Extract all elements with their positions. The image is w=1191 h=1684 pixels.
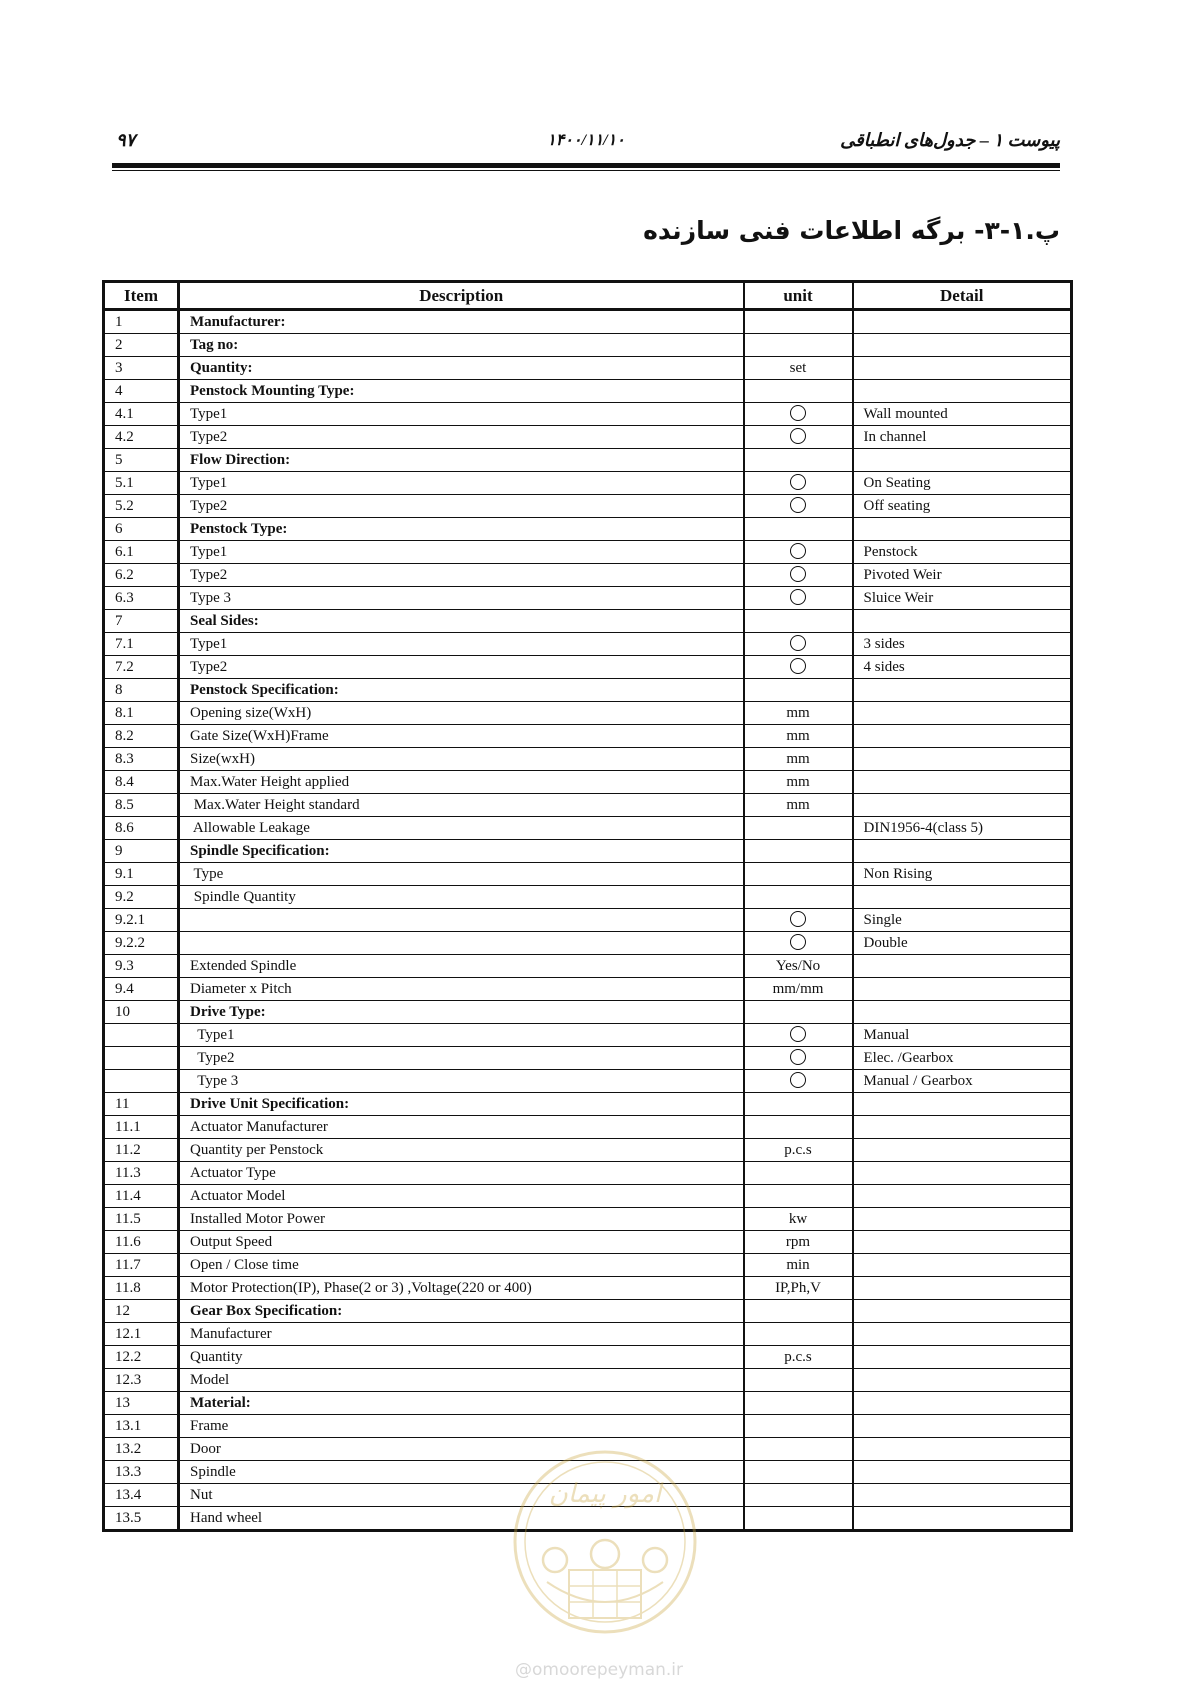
cell-item: 4.1	[104, 403, 179, 426]
cell-detail	[853, 1461, 1072, 1484]
column-header-unit: unit	[744, 282, 853, 310]
cell-description: Diameter x Pitch	[179, 978, 744, 1001]
cell-unit	[744, 1093, 853, 1116]
cell-description: Opening size(WxH)	[179, 702, 744, 725]
cell-description: Type1	[179, 403, 744, 426]
cell-unit	[744, 656, 853, 679]
cell-unit: rpm	[744, 1231, 853, 1254]
table-row	[104, 1392, 1072, 1415]
cell-description: Manufacturer:	[179, 310, 744, 334]
table-row	[104, 725, 1072, 748]
option-circle-icon[interactable]	[790, 635, 806, 651]
option-circle-icon[interactable]	[790, 658, 806, 674]
cell-item: 11.1	[104, 1116, 179, 1139]
cell-item: 5.2	[104, 495, 179, 518]
option-circle-icon[interactable]	[790, 405, 806, 421]
cell-detail	[853, 725, 1072, 748]
watermark-logo-text: امور پیمان	[548, 1479, 662, 1509]
cell-unit	[744, 610, 853, 633]
table-row	[104, 1024, 1072, 1047]
cell-unit	[744, 403, 853, 426]
cell-item: 5.1	[104, 472, 179, 495]
cell-detail: On Seating	[853, 472, 1072, 495]
cell-detail	[853, 380, 1072, 403]
cell-detail: Pivoted Weir	[853, 564, 1072, 587]
cell-item: 11.8	[104, 1277, 179, 1300]
cell-unit: set	[744, 357, 853, 380]
cell-description: Gear Box Specification:	[179, 1300, 744, 1323]
table-row	[104, 1323, 1072, 1346]
table-row	[104, 1461, 1072, 1484]
cell-detail: Single	[853, 909, 1072, 932]
cell-unit	[744, 932, 853, 955]
cell-unit	[744, 587, 853, 610]
cell-item: 6.1	[104, 541, 179, 564]
cell-item: 7.1	[104, 633, 179, 656]
table-row	[104, 932, 1072, 955]
table-row	[104, 1116, 1072, 1139]
table-row	[104, 863, 1072, 886]
table-row	[104, 1001, 1072, 1024]
cell-unit	[744, 817, 853, 840]
cell-unit	[744, 633, 853, 656]
cell-unit	[744, 886, 853, 909]
cell-unit	[744, 1024, 853, 1047]
table-row	[104, 1162, 1072, 1185]
cell-detail	[853, 1484, 1072, 1507]
cell-unit: mm/mm	[744, 978, 853, 1001]
cell-item: 1	[104, 310, 179, 334]
cell-description: Quantity:	[179, 357, 744, 380]
cell-description: Actuator Manufacturer	[179, 1116, 744, 1139]
cell-description: Max.Water Height applied	[179, 771, 744, 794]
table-row	[104, 1139, 1072, 1162]
table-row	[104, 1346, 1072, 1369]
cell-detail	[853, 702, 1072, 725]
cell-unit: min	[744, 1254, 853, 1277]
cell-detail	[853, 1300, 1072, 1323]
table-row	[104, 1185, 1072, 1208]
cell-item: 13.3	[104, 1461, 179, 1484]
cell-unit	[744, 909, 853, 932]
cell-item: 8.4	[104, 771, 179, 794]
cell-detail	[853, 679, 1072, 702]
cell-description: Open / Close time	[179, 1254, 744, 1277]
cell-item: 9.1	[104, 863, 179, 886]
cell-description	[179, 909, 744, 932]
cell-unit	[744, 1415, 853, 1438]
cell-detail: Manual / Gearbox	[853, 1070, 1072, 1093]
cell-item: 5	[104, 449, 179, 472]
cell-detail: Wall mounted	[853, 403, 1072, 426]
column-header-detail: Detail	[853, 282, 1072, 310]
table-row	[104, 1047, 1072, 1070]
cell-item: 9.2	[104, 886, 179, 909]
table-row	[104, 1369, 1072, 1392]
cell-description: Quantity per Penstock	[179, 1139, 744, 1162]
cell-item: 11	[104, 1093, 179, 1116]
cell-detail: Off seating	[853, 495, 1072, 518]
option-circle-icon[interactable]	[790, 589, 806, 605]
table-row	[104, 978, 1072, 1001]
page-header	[112, 130, 1060, 154]
cell-detail	[853, 518, 1072, 541]
technical-data-table	[102, 280, 1073, 1532]
cell-description: Type1	[179, 541, 744, 564]
cell-description: Hand wheel	[179, 1507, 744, 1531]
cell-detail	[853, 1185, 1072, 1208]
cell-item: 11.3	[104, 1162, 179, 1185]
cell-description: Max.Water Height standard	[179, 794, 744, 817]
option-circle-icon[interactable]	[790, 1026, 806, 1042]
table-row	[104, 909, 1072, 932]
table-row	[104, 1277, 1072, 1300]
cell-item: 3	[104, 357, 179, 380]
option-circle-icon[interactable]	[790, 474, 806, 490]
column-header-description: Description	[179, 282, 744, 310]
cell-item: 6.2	[104, 564, 179, 587]
cell-detail	[853, 886, 1072, 909]
cell-item: 9.4	[104, 978, 179, 1001]
cell-unit	[744, 380, 853, 403]
cell-unit	[744, 1162, 853, 1185]
cell-detail	[853, 1139, 1072, 1162]
cell-description: Type2	[179, 426, 744, 449]
cell-item	[104, 1070, 179, 1093]
table-row	[104, 587, 1072, 610]
cell-item: 8.5	[104, 794, 179, 817]
cell-unit	[744, 449, 853, 472]
cell-item: 12.2	[104, 1346, 179, 1369]
table-row	[104, 886, 1072, 909]
table-row	[104, 380, 1072, 403]
cell-unit	[744, 1484, 853, 1507]
table-row	[104, 426, 1072, 449]
cell-unit: mm	[744, 748, 853, 771]
cell-item: 13.1	[104, 1415, 179, 1438]
cell-unit	[744, 1070, 853, 1093]
cell-detail: Non Rising	[853, 863, 1072, 886]
cell-item: 8.3	[104, 748, 179, 771]
cell-detail	[853, 1323, 1072, 1346]
cell-detail	[853, 1231, 1072, 1254]
cell-description: Penstock Specification:	[179, 679, 744, 702]
cell-detail	[853, 1507, 1072, 1531]
cell-detail: Manual	[853, 1024, 1072, 1047]
cell-item: 9.2.1	[104, 909, 179, 932]
cell-unit	[744, 310, 853, 334]
cell-item: 13.4	[104, 1484, 179, 1507]
cell-description: Type2	[179, 564, 744, 587]
table-row	[104, 955, 1072, 978]
cell-detail: Penstock	[853, 541, 1072, 564]
table-row	[104, 495, 1072, 518]
cell-unit	[744, 1507, 853, 1531]
cell-item: 7	[104, 610, 179, 633]
table-row	[104, 449, 1072, 472]
cell-item: 11.2	[104, 1139, 179, 1162]
cell-description: Penstock Type:	[179, 518, 744, 541]
table-row	[104, 310, 1072, 334]
cell-unit	[744, 334, 853, 357]
cell-detail	[853, 1438, 1072, 1461]
column-header-item: Item	[104, 282, 179, 310]
table-row	[104, 1438, 1072, 1461]
cell-description: Flow Direction:	[179, 449, 744, 472]
cell-item: 12.3	[104, 1369, 179, 1392]
cell-item: 4	[104, 380, 179, 403]
cell-unit: mm	[744, 702, 853, 725]
option-circle-icon[interactable]	[790, 497, 806, 513]
cell-detail	[853, 1346, 1072, 1369]
table-row	[104, 564, 1072, 587]
cell-description: Type2	[179, 495, 744, 518]
cell-unit	[744, 518, 853, 541]
cell-item: 10	[104, 1001, 179, 1024]
cell-detail	[853, 1116, 1072, 1139]
cell-item: 2	[104, 334, 179, 357]
cell-description: Drive Unit Specification:	[179, 1093, 744, 1116]
table-row	[104, 771, 1072, 794]
document-date: ۱۴۰۰/۱۱/۱۰	[547, 132, 625, 149]
cell-unit	[744, 1369, 853, 1392]
cell-unit: mm	[744, 771, 853, 794]
table-row	[104, 472, 1072, 495]
cell-description: Type	[179, 863, 744, 886]
page-number: ۹۷	[116, 130, 136, 150]
cell-description: Allowable Leakage	[179, 817, 744, 840]
cell-detail	[853, 334, 1072, 357]
cell-description: Spindle Quantity	[179, 886, 744, 909]
table-row	[104, 1093, 1072, 1116]
cell-detail: Sluice Weir	[853, 587, 1072, 610]
cell-detail	[853, 955, 1072, 978]
cell-detail	[853, 610, 1072, 633]
cell-item: 8.1	[104, 702, 179, 725]
document-section-title: پیوست ۱ – جدول‌های انطباقی	[840, 130, 1060, 150]
cell-description: Actuator Model	[179, 1185, 744, 1208]
option-circle-icon[interactable]	[790, 428, 806, 444]
cell-item: 6.3	[104, 587, 179, 610]
cell-unit	[744, 1438, 853, 1461]
table-row	[104, 748, 1072, 771]
table-row	[104, 357, 1072, 380]
option-circle-icon[interactable]	[790, 911, 806, 927]
cell-description: Model	[179, 1369, 744, 1392]
table-row	[104, 403, 1072, 426]
cell-unit	[744, 1392, 853, 1415]
cell-unit	[744, 564, 853, 587]
cell-detail	[853, 1369, 1072, 1392]
cell-unit	[744, 1185, 853, 1208]
cell-unit	[744, 1001, 853, 1024]
cell-item: 13	[104, 1392, 179, 1415]
option-circle-icon[interactable]	[790, 1049, 806, 1065]
cell-unit	[744, 1116, 853, 1139]
cell-description: Actuator Type	[179, 1162, 744, 1185]
cell-item: 9.3	[104, 955, 179, 978]
option-circle-icon[interactable]	[790, 543, 806, 559]
cell-description: Drive Type:	[179, 1001, 744, 1024]
cell-item: 6	[104, 518, 179, 541]
cell-detail: 3 sides	[853, 633, 1072, 656]
cell-description: Tag no:	[179, 334, 744, 357]
cell-unit	[744, 426, 853, 449]
table-row	[104, 817, 1072, 840]
cell-item: 12.1	[104, 1323, 179, 1346]
cell-detail	[853, 1208, 1072, 1231]
cell-item: 9	[104, 840, 179, 863]
cell-description	[179, 932, 744, 955]
table-row	[104, 1231, 1072, 1254]
option-circle-icon[interactable]	[790, 566, 806, 582]
cell-description: Installed Motor Power	[179, 1208, 744, 1231]
header-rule-thin	[112, 170, 1060, 171]
cell-detail	[853, 1277, 1072, 1300]
cell-description: Gate Size(WxH)Frame	[179, 725, 744, 748]
cell-item: 11.4	[104, 1185, 179, 1208]
cell-unit: IP,Ph,V	[744, 1277, 853, 1300]
cell-description: Material:	[179, 1392, 744, 1415]
cell-description: Manufacturer	[179, 1323, 744, 1346]
cell-item: 8.6	[104, 817, 179, 840]
table-row	[104, 334, 1072, 357]
cell-detail	[853, 794, 1072, 817]
cell-unit	[744, 1461, 853, 1484]
table-row	[104, 633, 1072, 656]
watermark-url: @omoorepeyman.ir	[515, 1660, 684, 1680]
cell-detail	[853, 1392, 1072, 1415]
cell-detail	[853, 449, 1072, 472]
cell-detail	[853, 310, 1072, 334]
cell-description: Type1	[179, 472, 744, 495]
cell-item: 12	[104, 1300, 179, 1323]
cell-detail	[853, 978, 1072, 1001]
cell-unit: p.c.s	[744, 1346, 853, 1369]
table-row	[104, 1254, 1072, 1277]
table-row	[104, 1507, 1072, 1531]
cell-unit: mm	[744, 794, 853, 817]
table-row	[104, 541, 1072, 564]
option-circle-icon[interactable]	[790, 1072, 806, 1088]
cell-detail: In channel	[853, 426, 1072, 449]
cell-item: 9.2.2	[104, 932, 179, 955]
cell-item: 13.5	[104, 1507, 179, 1531]
cell-item: 8.2	[104, 725, 179, 748]
cell-description: Quantity	[179, 1346, 744, 1369]
cell-detail	[853, 1093, 1072, 1116]
table-row	[104, 1484, 1072, 1507]
table-row	[104, 1208, 1072, 1231]
table-row	[104, 794, 1072, 817]
cell-item	[104, 1024, 179, 1047]
cell-detail	[853, 771, 1072, 794]
table-row	[104, 518, 1072, 541]
table-row	[104, 1415, 1072, 1438]
table-row	[104, 610, 1072, 633]
table-row	[104, 1300, 1072, 1323]
table-row	[104, 840, 1072, 863]
cell-detail: Elec. /Gearbox	[853, 1047, 1072, 1070]
table-row	[104, 679, 1072, 702]
cell-detail	[853, 357, 1072, 380]
cell-unit: mm	[744, 725, 853, 748]
cell-item: 8	[104, 679, 179, 702]
cell-item	[104, 1047, 179, 1070]
cell-description: Type 3	[179, 1070, 744, 1093]
cell-description: Output Speed	[179, 1231, 744, 1254]
section-title: پ.۱-۳- برگه اطلاعات فنی سازنده	[643, 216, 1060, 245]
cell-description: Nut	[179, 1484, 744, 1507]
cell-unit: Yes/No	[744, 955, 853, 978]
cell-description: Type 3	[179, 587, 744, 610]
table-row	[104, 1070, 1072, 1093]
cell-item: 4.2	[104, 426, 179, 449]
cell-description: Spindle Specification:	[179, 840, 744, 863]
cell-unit	[744, 679, 853, 702]
cell-item: 11.7	[104, 1254, 179, 1277]
cell-description: Extended Spindle	[179, 955, 744, 978]
cell-description: Size(wxH)	[179, 748, 744, 771]
cell-description: Penstock Mounting Type:	[179, 380, 744, 403]
cell-detail: Double	[853, 932, 1072, 955]
cell-detail	[853, 1254, 1072, 1277]
cell-unit	[744, 863, 853, 886]
cell-item: 7.2	[104, 656, 179, 679]
cell-description: Type1	[179, 1024, 744, 1047]
cell-detail	[853, 748, 1072, 771]
cell-unit	[744, 1300, 853, 1323]
cell-item: 13.2	[104, 1438, 179, 1461]
cell-description: Motor Protection(IP), Phase(2 or 3) ,Voltage(220 or 400)	[179, 1277, 744, 1300]
header-rule-thick	[112, 163, 1060, 168]
cell-description: Seal Sides:	[179, 610, 744, 633]
cell-description: Door	[179, 1438, 744, 1461]
cell-item: 11.5	[104, 1208, 179, 1231]
cell-unit	[744, 1323, 853, 1346]
cell-unit	[744, 1047, 853, 1070]
table-row	[104, 702, 1072, 725]
cell-description: Type2	[179, 656, 744, 679]
cell-detail: 4 sides	[853, 656, 1072, 679]
cell-unit: p.c.s	[744, 1139, 853, 1162]
cell-unit	[744, 541, 853, 564]
cell-unit: kw	[744, 1208, 853, 1231]
cell-detail	[853, 1415, 1072, 1438]
cell-item: 11.6	[104, 1231, 179, 1254]
cell-description: Type2	[179, 1047, 744, 1070]
cell-description: Frame	[179, 1415, 744, 1438]
cell-unit	[744, 495, 853, 518]
cell-unit	[744, 840, 853, 863]
cell-description: Type1	[179, 633, 744, 656]
cell-unit	[744, 472, 853, 495]
cell-detail	[853, 1162, 1072, 1185]
option-circle-icon[interactable]	[790, 934, 806, 950]
table-body	[104, 310, 1072, 1531]
cell-detail	[853, 840, 1072, 863]
cell-detail	[853, 1001, 1072, 1024]
cell-description: Spindle	[179, 1461, 744, 1484]
table-row	[104, 656, 1072, 679]
table-header-row	[104, 282, 1072, 310]
cell-detail: DIN1956-4(class 5)	[853, 817, 1072, 840]
